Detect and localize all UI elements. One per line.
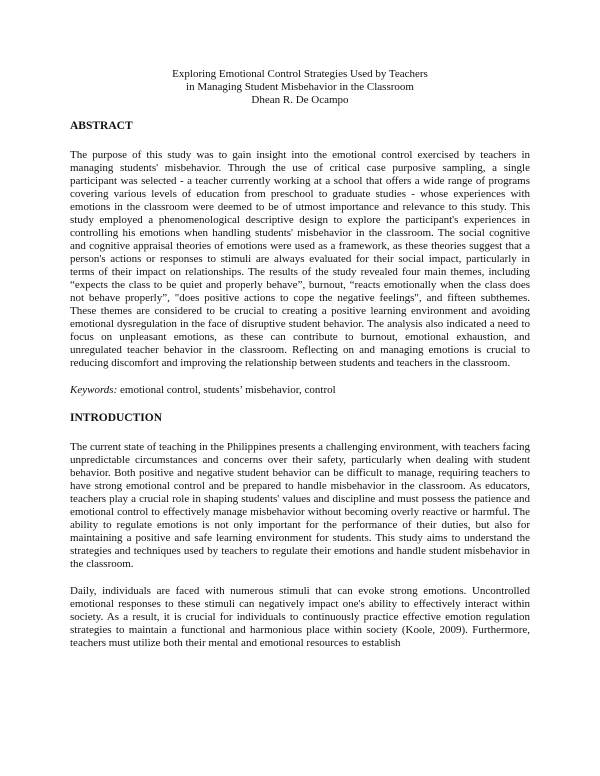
abstract-heading: ABSTRACT [70,120,133,132]
paper-title-line-2: in Managing Student Misbehavior in the Classroom [186,81,414,93]
keywords-text: emotional control, students’ misbehavior, control [117,384,336,396]
paper-title-line-1: Exploring Emotional Control Strategies Used by Teachers [172,68,428,80]
abstract-body: The purpose of this study was to gain insight into the emotional control exercised by teachers in managing students' misbehavior. Through the use of critical case purposive sampling, a single participant was selected - a teacher currently working at a school that offers a wide range of programs covering various levels of education from preschool to graduate studies - whose experiences with emotions in the classroom were deemed to be of utmost importance and relevance to this study. This study employed a phenomenological descriptive design to explore the participant's experiences in controlling his emotions when handling students' misbehavior in the classroom. The social cognitive and cognitive appraisal theories of emotions were used as a framework, as these theories suggest that a person's actions or responses to stimuli are always evaluated for their social impact, particularly in terms of their impact on relationships. The results of the study revealed four main themes, including “expects the class to be quiet and properly behave”, burnout, “reacts emotionally when the class does not behave properly”, "does positive actions to cope the negative feelings", and fifteen subthemes. These themes are considered to be crucial to creating a positive learning environment and avoiding emotional dysregulation in the face of disruptive student behavior. The analysis also indicated a need to focus on unpleasant emotions, as these can contribute to burnout, emotional exhaustion, and unregulated teacher behavior in the classroom. Reflecting on and managing emotions is crucial to reducing discomfort and improving the relationship between students and teachers in the classroom. [70,149,530,369]
author-name: Dhean R. De Ocampo [251,94,349,106]
document-page [70,68,530,664]
title-block [70,68,530,107]
keywords-label: Keywords: [70,384,118,396]
keywords-line [70,384,530,397]
introduction-heading: INTRODUCTION [70,412,163,424]
introduction-paragraph-1: The current state of teaching in the Philippines presents a challenging environment, with teachers facing unpredictable circumstances and concerns over their safety, particularly when dealing with student behavior. Both positive and negative student behavior can be difficult to manage, requiring teachers to have strong emotional control and be prepared to handle misbehavior in the classroom. As educators, teachers play a crucial role in shaping students' values and discipline and must possess the patience and emotional control to effectively manage misbehavior without becoming overly reactive or harmful. The ability to regulate emotions is not only important for the performance of their duties, but also for maintaining a positive and safe learning environment for students. This study aims to understand the strategies and techniques used by teachers to regulate their emotions and handle student misbehavior in the classroom. [70,441,530,570]
introduction-paragraph-2: Daily, individuals are faced with numerous stimuli that can evoke strong emotions. Uncontrolled emotional responses to these stimuli can negatively impact one's ability to effectively interact within society. As a result, it is crucial for individuals to continuously practice effective emotion regulation strategies to maintain a functional and harmonious place within society (Koole, 2009). Furthermore, teachers must utilize both their mental and emotional resources to establish [70,585,530,649]
